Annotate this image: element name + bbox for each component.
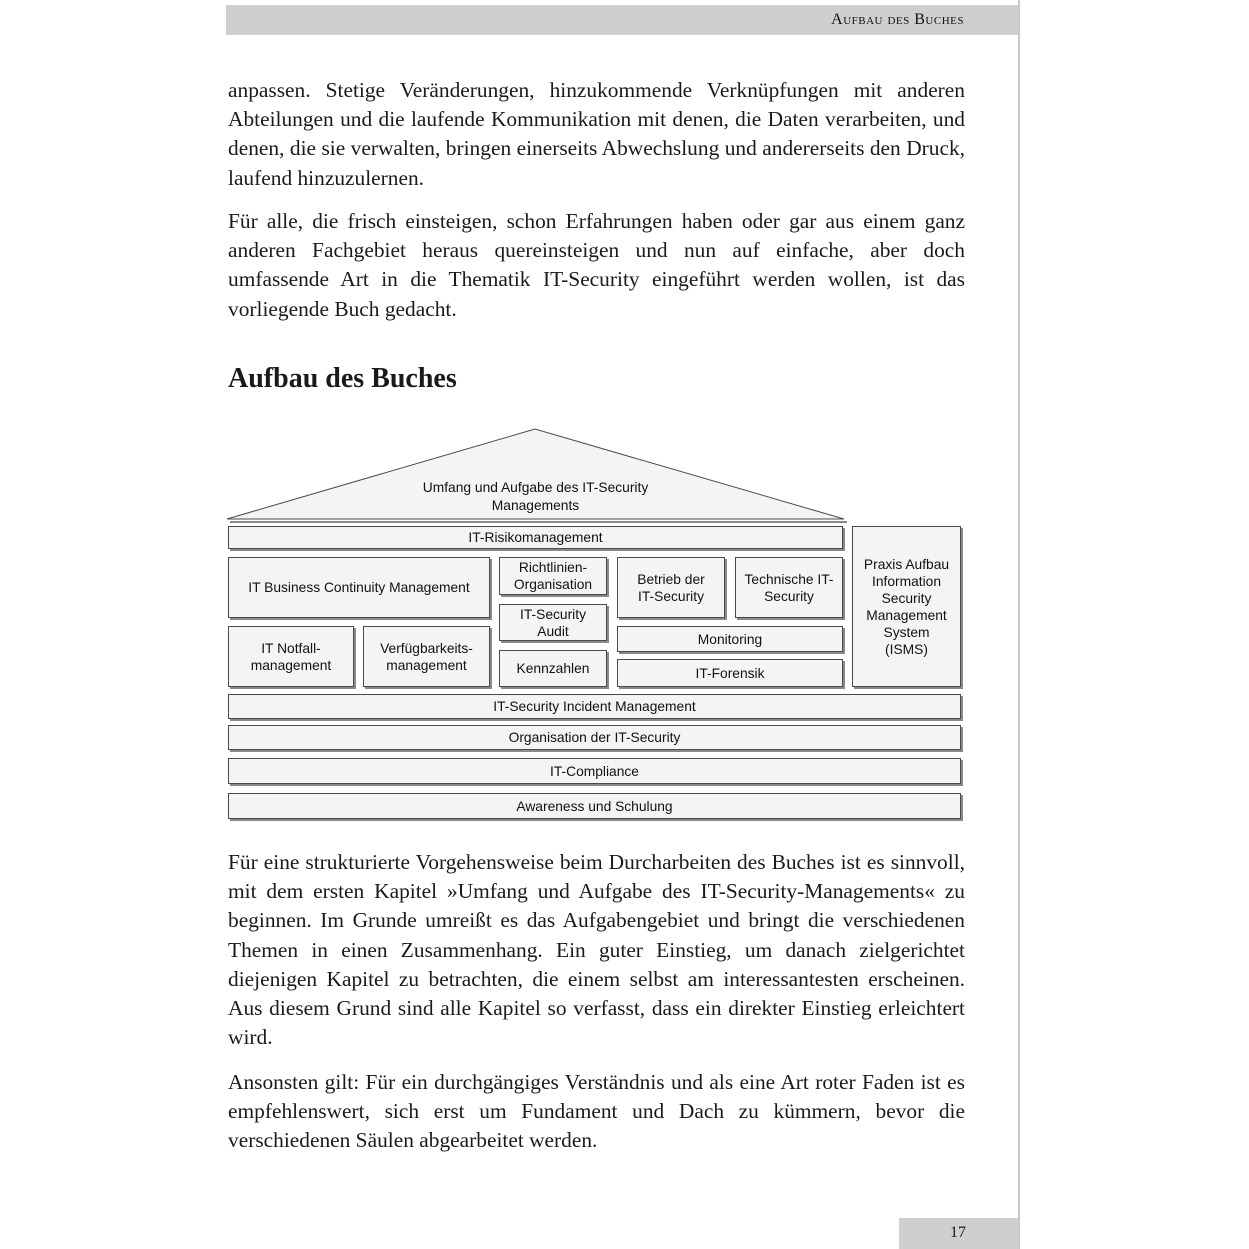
operations-security-box: Betrieb der IT-Security bbox=[617, 557, 725, 618]
roof-label: Umfang und Aufgabe des IT-Security Managements bbox=[422, 480, 649, 513]
emergency-management-box: IT Notfall-management bbox=[228, 626, 354, 687]
page-edge-rule bbox=[1018, 0, 1020, 1249]
incident-management-box: IT-Security Incident Management bbox=[228, 694, 961, 719]
page-number: 17 bbox=[950, 1224, 966, 1241]
page-number-bar bbox=[899, 1218, 1018, 1249]
organisation-box: Organisation der IT-Security bbox=[228, 725, 961, 750]
security-audit-box: IT-Security Audit bbox=[499, 604, 607, 641]
paragraph-common-thread: Ansonsten gilt: Für ein durchgängiges Verständnis und als eine Art roter Faden ist es empfehlenswert, sich erst um Fundament und Dach zu kümmern, bevor die verschiedenen Säulen abgearbeitet werden. bbox=[228, 1070, 965, 1153]
section-heading: Aufbau des Buches bbox=[228, 363, 457, 394]
availability-management-box: Verfügbarkeits-management bbox=[363, 626, 490, 687]
paragraph-reading-approach: Für eine strukturierte Vorgehensweise beim Durcharbeiten des Buches ist es sinnvoll, mit dem ersten Kapitel »Umfang und Aufgabe des IT-Security-Managements« zu beginnen. Im Grunde umreißt es das Aufgabengebiet und bringt die verschiedenen Themen in einen Zusammenhang. Ein guter Einstieg, um danach zielgerichtet diejenigen Kapitel zu betrachten, die einem selbst am interessantesten erscheinen. Aus diesem Grund sind alle Kapitel so verfasst, dass ein direkter Einstieg erleichtert wird. bbox=[228, 850, 965, 1050]
compliance-box: IT-Compliance bbox=[228, 758, 961, 784]
running-header-title: Aufbau des Buches bbox=[831, 11, 964, 28]
bcm-box: IT Business Continuity Management bbox=[228, 557, 490, 618]
policy-organisation-box: Richtlinien-Organisation bbox=[499, 557, 607, 595]
paragraph-audience: Für alle, die frisch einsteigen, schon Erfahrungen haben oder gar aus einem ganz anderen Fachgebiet heraus quereinsteigen und nun auf einfache, aber doch umfassende Art in die Thematik IT-Security eingeführt werden wollen, ist das vorliegende Buch gedacht. bbox=[228, 209, 965, 321]
paragraph-intro-continued: anpassen. Stetige Veränderungen, hinzukommende Verknüpfungen mit anderen Abteilungen und die laufende Kommunikation mit denen, die Daten verarbeiten, und denen, die sie verwalten, bringen einerseits Abwechslung und andererseits den Druck, laufend hinzuzulernen. bbox=[228, 78, 965, 190]
monitoring-box: Monitoring bbox=[617, 626, 843, 652]
isms-practice-box: Praxis Aufbau Information Security Management System (ISMS) bbox=[852, 526, 961, 687]
forensics-box: IT-Forensik bbox=[617, 659, 843, 687]
book-structure-diagram bbox=[222, 424, 972, 826]
metrics-box: Kennzahlen bbox=[499, 650, 607, 687]
awareness-box: Awareness und Schulung bbox=[228, 793, 961, 819]
technical-security-box: Technische IT-Security bbox=[735, 557, 843, 618]
running-header bbox=[226, 5, 1018, 35]
risk-management-box: IT-Risikomanagement bbox=[228, 526, 843, 549]
